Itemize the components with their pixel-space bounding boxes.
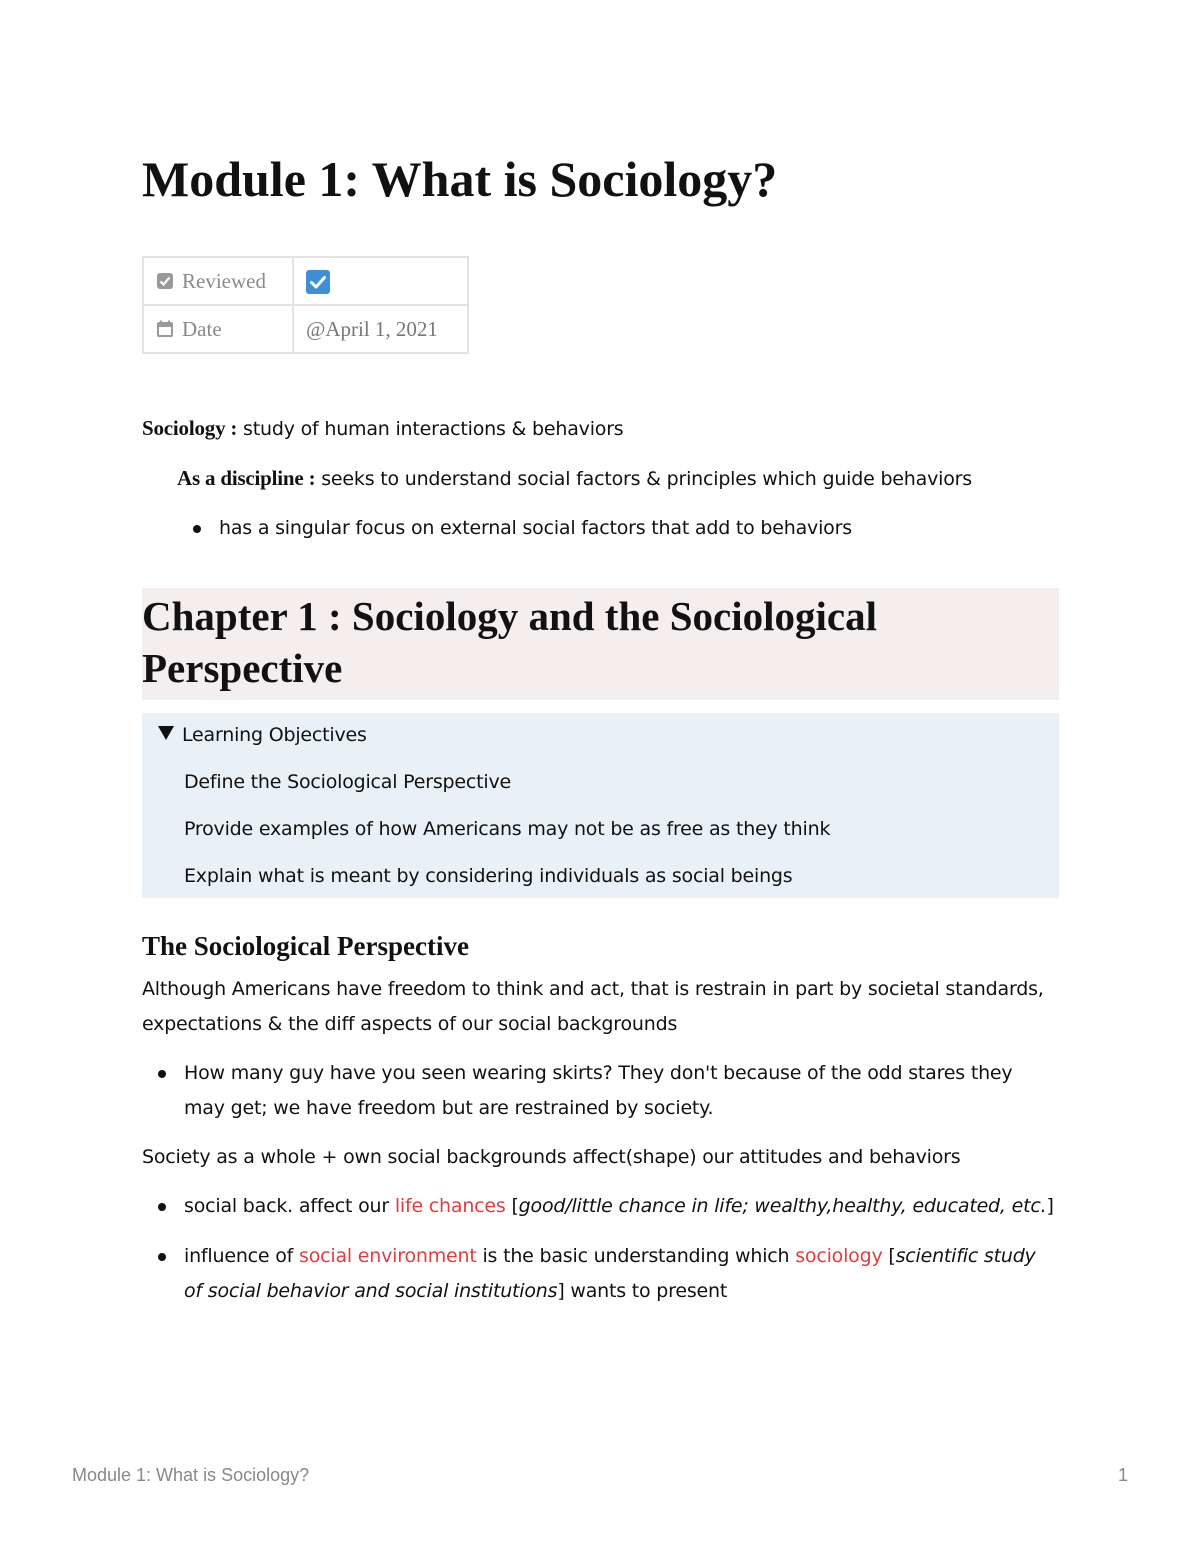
list-item xyxy=(142,1239,1059,1309)
footer-title: Module 1: What is Sociology? xyxy=(72,1465,310,1485)
properties-table xyxy=(142,256,469,354)
discipline-bullets xyxy=(142,511,1059,546)
section-bullets-a xyxy=(142,1056,1059,1126)
text-fragment: is the basic understanding which xyxy=(476,1245,796,1267)
chapter-heading: Chapter 1 : Sociology and the Sociological Perspective xyxy=(142,588,1059,700)
property-value-date[interactable]: @April 1, 2021 xyxy=(293,305,468,353)
objective-item: Define the Sociological Perspective xyxy=(184,771,512,793)
term-discipline: As a discipline : xyxy=(177,466,316,490)
bullet-icon xyxy=(158,1253,166,1261)
toggle-header[interactable] xyxy=(142,717,1059,753)
objective-item: Explain what is meant by considering individuals as social beings xyxy=(184,865,793,887)
list-item-text: How many guy have you seen wearing skirts? They don't because of the odd stares they may get; we have freedom but are restrained by society. xyxy=(184,1062,1013,1119)
section-heading: The Sociological Perspective xyxy=(142,931,469,961)
italic-definition: good/little chance in life; wealthy,healthy, educated, etc. xyxy=(518,1195,1047,1217)
highlighted-term: social environment xyxy=(299,1245,477,1267)
calendar-icon xyxy=(156,320,174,338)
page-title: Module 1: What is Sociology? xyxy=(142,151,778,207)
property-value-reviewed[interactable] xyxy=(293,257,468,305)
bullet-icon xyxy=(158,1203,166,1211)
checkmark-icon xyxy=(306,270,330,294)
text-fragment: [ xyxy=(505,1195,519,1217)
text-fragment: ] xyxy=(1046,1195,1054,1217)
section-bullets-b xyxy=(142,1189,1059,1309)
property-key-date xyxy=(143,305,293,353)
list-item xyxy=(142,1056,1059,1126)
bullet-icon xyxy=(158,1070,166,1078)
text-fragment: social back. affect our xyxy=(184,1195,395,1217)
page-number: 1 xyxy=(1117,1465,1128,1485)
objective-item: Provide examples of how Americans may not be as free as they think xyxy=(184,818,831,840)
property-key-reviewed xyxy=(143,257,293,305)
toggle-label: Learning Objectives xyxy=(182,724,367,746)
highlighted-term: life chances xyxy=(394,1195,506,1217)
section-paragraph: Although Americans have freedom to think and act, that is restrain in part by societal standards, expectations & the diff aspects of our social backgrounds xyxy=(142,978,1044,1035)
list-item xyxy=(142,1189,1059,1224)
property-label: Reviewed xyxy=(182,268,266,293)
term-sociology: Sociology : xyxy=(142,416,238,440)
list-item xyxy=(177,511,1059,546)
page-content xyxy=(142,150,1059,1309)
checkbox-property-icon xyxy=(156,272,174,290)
text-fragment: influence of xyxy=(184,1245,299,1267)
text-fragment: ] wants to present xyxy=(557,1280,728,1302)
list-item-text: has a singular focus on external social factors that add to behaviors xyxy=(219,517,852,539)
italic-definition: scientific study of social behavior and social institutions xyxy=(184,1245,1036,1302)
property-row-date xyxy=(143,305,468,353)
discipline-definition xyxy=(142,461,1059,497)
learning-objectives-toggle xyxy=(142,713,1059,898)
section-paragraph: Society as a whole + own social backgrounds affect(shape) our attitudes and behaviors xyxy=(142,1146,961,1168)
toggle-triangle-icon[interactable] xyxy=(158,726,174,740)
property-row-reviewed xyxy=(143,257,468,305)
highlighted-term: sociology xyxy=(795,1245,883,1267)
definition-text: study of human interactions & behaviors xyxy=(237,418,624,440)
bullet-icon xyxy=(193,525,201,533)
property-label: Date xyxy=(182,316,222,341)
page-footer xyxy=(72,1465,1128,1486)
sociology-definition xyxy=(142,411,1059,447)
reviewed-checkbox[interactable] xyxy=(306,270,330,294)
definition-text: seeks to understand social factors & principles which guide behaviors xyxy=(315,468,972,490)
text-fragment: [ xyxy=(882,1245,896,1267)
